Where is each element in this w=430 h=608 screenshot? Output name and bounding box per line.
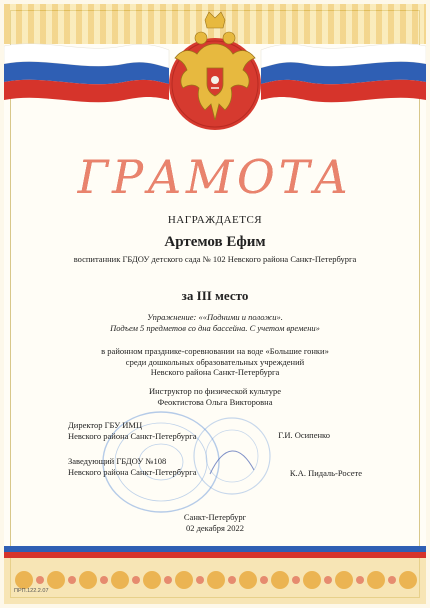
exercise-line-1: Упражнение: ««Подними и положи». xyxy=(147,312,283,322)
event-line-2: среди дошкольных образовательных учреждений xyxy=(125,356,305,367)
director-title: Директор ГБУ ИМЦ xyxy=(68,420,143,430)
instructor-name: Феоктистова Ольга Викторовна xyxy=(157,396,273,407)
event-line-1: в районном празднике-соревновании на воде «Большие гонки» xyxy=(101,346,329,356)
second-stamp-icon xyxy=(190,414,274,498)
director-name: Г.И. Осипенко xyxy=(278,430,330,440)
director-title-block xyxy=(68,420,196,441)
recipient-name: Артемов Ефим xyxy=(164,234,266,250)
exercise-line-2: Подъем 5 предметов со дна бассейна. С учетом времени» xyxy=(110,323,320,333)
bottom-ornament-graphic xyxy=(4,546,426,604)
certificate-frame xyxy=(4,4,426,604)
city: Санкт-Петербург xyxy=(183,512,247,522)
print-code: ПРП.122.2.07 xyxy=(14,588,49,594)
place-date-block xyxy=(4,512,426,533)
bottom-ornament-band xyxy=(4,546,426,604)
place-award: за III место xyxy=(181,288,249,303)
head-name: К.А. Пидаль-Росете xyxy=(289,468,362,478)
date: 02 декабря 2022 xyxy=(185,522,245,533)
awarded-label: НАГРАЖДАЕТСЯ xyxy=(167,214,263,226)
coat-of-arms-emblem xyxy=(167,8,263,148)
event-block xyxy=(4,346,426,378)
double-headed-eagle-icon xyxy=(167,8,263,148)
director-org: Невского района Санкт-Петербурга xyxy=(68,430,197,441)
recipient-description: воспитанник ГБДОУ детского сада № 102 Невского района Санкт-Петербурга xyxy=(73,254,357,264)
certificate-title: ГРАМОТА xyxy=(77,150,353,204)
head-title: Заведующий ГБДОУ №108 xyxy=(68,456,167,466)
instructor-block xyxy=(4,386,426,407)
event-line-3: Невского района Санкт-Петербурга xyxy=(150,367,280,377)
exercise-block xyxy=(4,312,426,334)
instructor-title: Инструктор по физической культуре xyxy=(148,386,281,396)
head-title-block xyxy=(68,456,196,477)
head-org: Невского района Санкт-Петербурга xyxy=(68,466,197,477)
